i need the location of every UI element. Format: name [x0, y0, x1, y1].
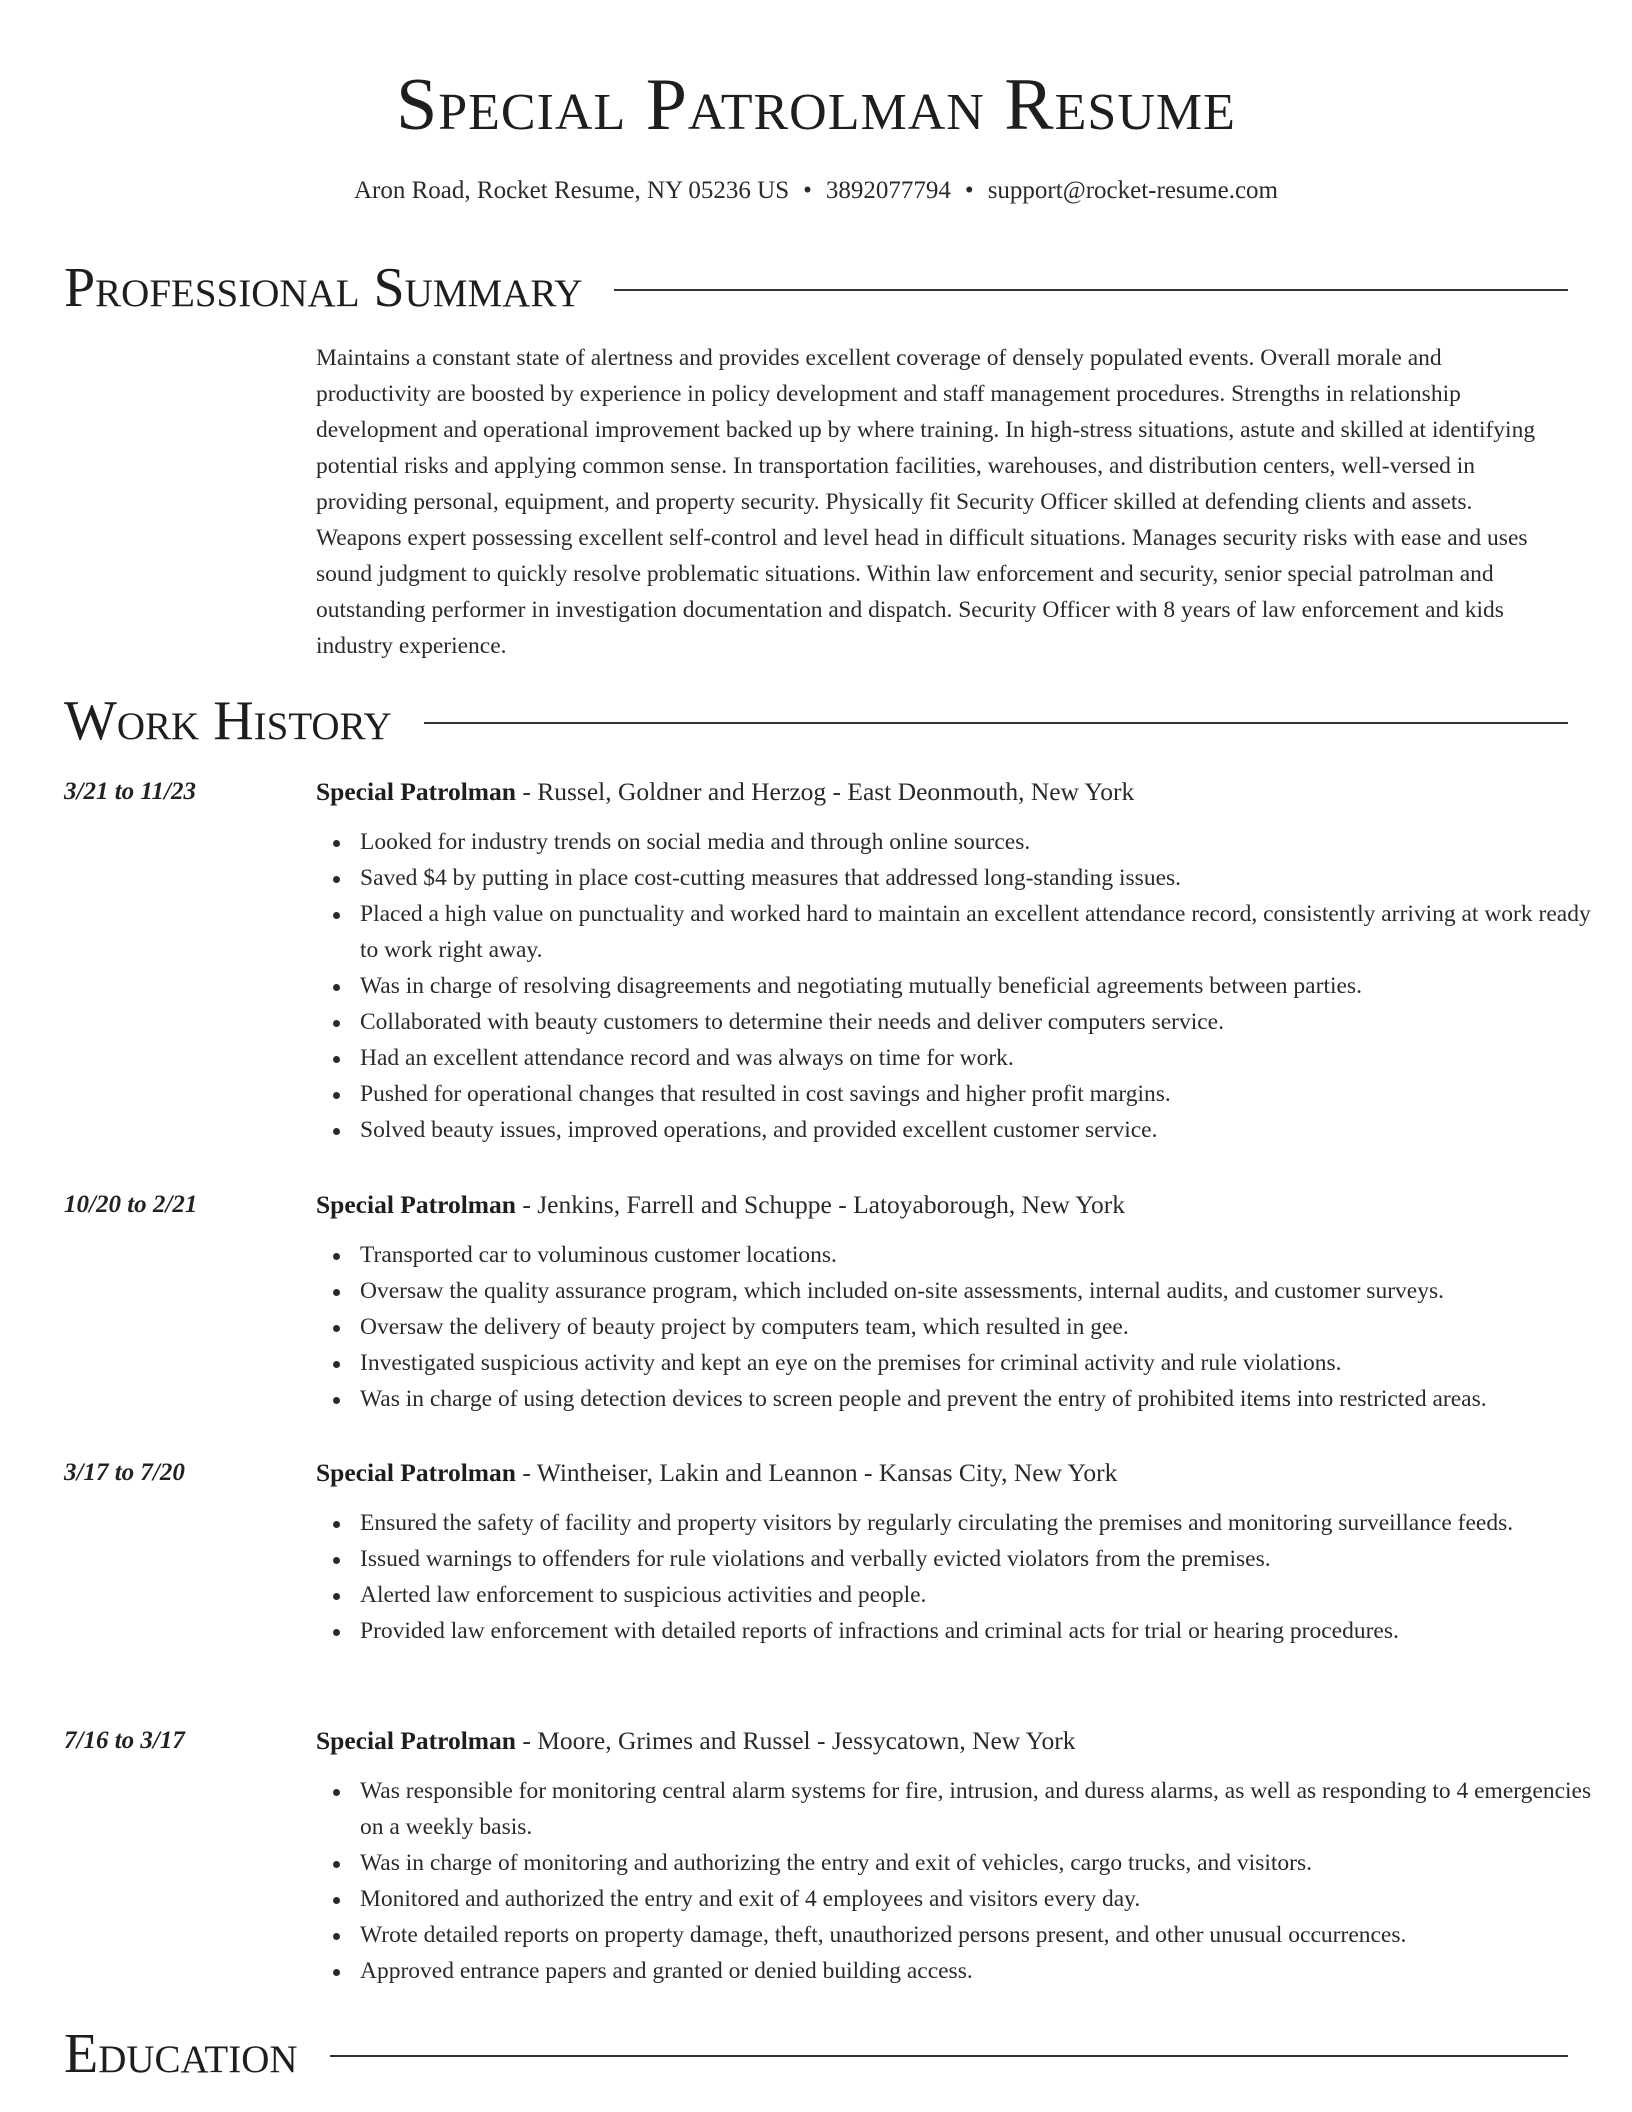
- section-title: Professional Summary: [64, 257, 583, 319]
- job-bullet: Transported car to voluminous customer locations.: [360, 1237, 1612, 1273]
- job-bullet: Placed a high value on punctuality and worked hard to maintain an excellent attendance record, consistently arriving at work ready to work right away.: [360, 896, 1612, 968]
- section-divider: [330, 2055, 1568, 2057]
- job-bullet: Approved entrance papers and granted or denied building access.: [360, 1953, 1612, 1989]
- job-dates: 7/16 to 3/17: [64, 1727, 185, 1754]
- job-title: Special Patrolman: [316, 1726, 516, 1755]
- section-title: Education: [64, 2023, 298, 2085]
- contact-line: [0, 174, 1632, 208]
- summary-text: Maintains a constant state of alertness and provides excellent coverage of densely populated events. Overall morale and productivity are boosted by experience in policy development and staff management procedures. Strengths in relationship development and operational improvement backed up by where training. In high-stress situations, astute and skilled at identifying potential risks and applying common sense. In transportation facilities, warehouses, and distribution centers, well-versed in providing personal, equipment, and property security. Physically fit Security Officer skilled at defending clients and assets. Weapons expert possessing excellent self-control and level head in difficult situations. Manages security risks with ease and uses sound judgment to quickly resolve problematic situations. Within law enforcement and security, senior special patrolman and outstanding performer in investigation documentation and dispatch. Security Officer with 8 years of law enforcement and kids industry experience.: [316, 345, 1536, 659]
- job-bullet: Alerted law enforcement to suspicious activities and people.: [360, 1577, 1612, 1613]
- contact-email[interactable]: support@rocket-resume.com: [987, 177, 1278, 204]
- contact-separator: •: [964, 177, 974, 204]
- job-bullet: Issued warnings to offenders for rule violations and verbally evicted violators from the premises.: [360, 1541, 1612, 1577]
- resume-title: Special Patrolman Resume: [396, 64, 1236, 146]
- job-bullets: [316, 1237, 1612, 1417]
- contact-address: Aron Road, Rocket Resume, NY 05236 US: [354, 177, 790, 204]
- job-bullet: Was in charge of using detection devices to screen people and prevent the entry of prohibited items into restricted areas.: [360, 1381, 1612, 1417]
- job-bullet: Ensured the safety of facility and property visitors by regularly circulating the premises and monitoring surveillance feeds.: [360, 1505, 1612, 1541]
- job-bullet: Monitored and authorized the entry and exit of 4 employees and visitors every day.: [360, 1881, 1612, 1917]
- job-bullet: Looked for industry trends on social media and through online sources.: [360, 824, 1612, 860]
- job-bullet: Collaborated with beauty customers to determine their needs and deliver computers service.: [360, 1004, 1612, 1040]
- job-title: Special Patrolman: [316, 777, 516, 806]
- section-work-history: [64, 691, 1568, 751]
- job-title: Special Patrolman: [316, 1458, 516, 1487]
- job-bullets: [316, 1505, 1612, 1649]
- job-dates: 3/21 to 11/23: [64, 778, 196, 805]
- job-dates: 3/17 to 7/20: [64, 1459, 185, 1486]
- section-professional-summary: [64, 258, 1568, 318]
- section-divider: [614, 289, 1568, 291]
- job-bullet: Pushed for operational changes that resulted in cost savings and higher profit margins.: [360, 1076, 1612, 1112]
- job-bullet: Was in charge of monitoring and authorizing the entry and exit of vehicles, cargo trucks, and visitors.: [360, 1845, 1612, 1881]
- job-heading: [316, 1455, 1568, 1491]
- job-bullet: Solved beauty issues, improved operations, and provided excellent customer service.: [360, 1112, 1612, 1148]
- job-bullet: Oversaw the quality assurance program, which included on-site assessments, internal audits, and customer surveys.: [360, 1273, 1612, 1309]
- job-bullet: Provided law enforcement with detailed reports of infractions and criminal acts for trial or hearing procedures.: [360, 1613, 1612, 1649]
- section-title: Work History: [64, 690, 392, 752]
- job-heading: [316, 1187, 1568, 1223]
- job-bullets: [316, 1773, 1612, 1989]
- job-heading: [316, 1723, 1568, 1759]
- job-details: - Moore, Grimes and Russel - Jessycatown, New York: [515, 1726, 1076, 1755]
- job-heading: [316, 774, 1568, 810]
- job-bullet: Investigated suspicious activity and kept an eye on the premises for criminal activity and rule violations.: [360, 1345, 1612, 1381]
- section-divider: [424, 722, 1568, 724]
- job-dates: 10/20 to 2/21: [64, 1191, 198, 1218]
- contact-phone: 3892077794: [825, 177, 951, 204]
- job-bullet: Oversaw the delivery of beauty project by computers team, which resulted in gee.: [360, 1309, 1612, 1345]
- job-bullet: Wrote detailed reports on property damage, theft, unauthorized persons present, and other unusual occurrences.: [360, 1917, 1612, 1953]
- job-details: - Wintheiser, Lakin and Leannon - Kansas City, New York: [515, 1458, 1118, 1487]
- job-bullet: Saved $4 by putting in place cost-cutting measures that addressed long-standing issues.: [360, 860, 1612, 896]
- job-details: - Russel, Goldner and Herzog - East Deonmouth, New York: [515, 777, 1135, 806]
- section-education: [64, 2024, 1568, 2084]
- job-details: - Jenkins, Farrell and Schuppe - Latoyaborough, New York: [515, 1190, 1126, 1219]
- job-bullet: Was in charge of resolving disagreements and negotiating mutually beneficial agreements between parties.: [360, 968, 1612, 1004]
- job-title: Special Patrolman: [316, 1190, 516, 1219]
- job-bullets: [316, 824, 1612, 1148]
- contact-separator: •: [803, 177, 812, 204]
- job-bullet: Had an excellent attendance record and was always on time for work.: [360, 1040, 1612, 1076]
- job-bullet: Was responsible for monitoring central alarm systems for fire, intrusion, and duress alarms, as well as responding to 4 emergencies on a weekly basis.: [360, 1773, 1612, 1845]
